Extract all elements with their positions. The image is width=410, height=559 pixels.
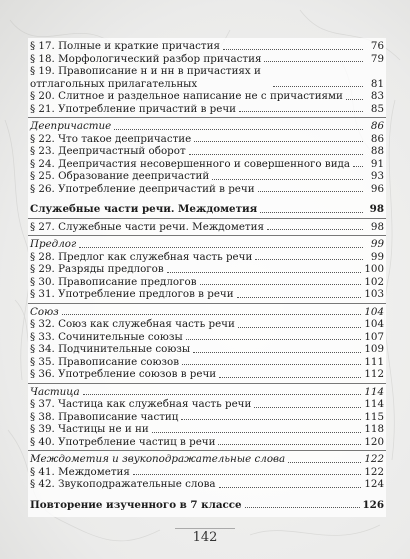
toc-entry-row[interactable] — [28, 145, 386, 158]
toc-entry-row[interactable] — [28, 183, 386, 196]
toc-title: § 32. Союз как служебная часть речи — [30, 318, 235, 330]
toc-section-row[interactable] — [28, 386, 386, 399]
toc-title: § 38. Правописание частиц — [30, 410, 179, 423]
toc-title: § 27. Служебные части речи. Междометия — [30, 220, 264, 233]
toc-entry-row[interactable] — [28, 356, 386, 369]
toc-page-number: 122 — [364, 465, 384, 478]
section-divider — [28, 117, 386, 118]
toc-leader-dots — [189, 153, 363, 155]
toc-leader-dots — [353, 165, 363, 167]
toc-entry-row[interactable] — [28, 53, 386, 66]
toc-leader-dots — [238, 326, 362, 328]
toc-entry-row[interactable] — [28, 103, 386, 116]
toc-leader-dots — [260, 211, 363, 213]
toc-leader-dots — [239, 110, 363, 112]
toc-page-number: 91 — [370, 157, 384, 170]
toc-title: Союз — [30, 305, 59, 318]
toc-title: § 40. Употребление частиц в речи — [30, 435, 216, 448]
toc-entry-row[interactable] — [28, 436, 386, 449]
toc-title: § 36. Употребление союзов в речи — [30, 368, 217, 380]
toc-page-number: 102 — [364, 275, 384, 288]
toc-page-number: 98 — [369, 203, 384, 215]
toc-entry-row[interactable] — [28, 411, 386, 424]
toc-page-number: 122 — [364, 453, 384, 465]
toc-entry-row[interactable] — [28, 466, 386, 479]
toc-leader-dots — [114, 128, 363, 130]
toc-entry-row[interactable] — [28, 251, 386, 264]
toc-leader-dots — [83, 393, 362, 395]
toc-title: § 24. Деепричастия несовершенного и совершенного вида — [30, 157, 351, 170]
toc-page-number: 109 — [364, 343, 384, 355]
toc-leader-dots — [182, 363, 361, 365]
toc-entry-row[interactable] — [28, 90, 386, 103]
toc-title: § 39. Частицы не и ни — [30, 423, 149, 435]
section-divider — [28, 235, 386, 236]
table-of-contents — [28, 38, 386, 517]
toc-leader-dots — [258, 190, 363, 192]
toc-entry-row[interactable] — [28, 276, 386, 289]
chapter-gap — [28, 491, 386, 499]
toc-page-number: 124 — [364, 478, 384, 490]
chapter-gap — [28, 195, 386, 203]
toc-entry-row[interactable] — [28, 368, 386, 381]
section-divider — [28, 303, 386, 304]
toc-leader-dots — [133, 473, 361, 475]
toc-entry-row[interactable] — [28, 478, 386, 491]
page-number-divider — [175, 528, 235, 529]
toc-title: § 17. Полные и краткие причастия — [30, 40, 220, 52]
toc-leader-dots — [193, 351, 361, 353]
toc-page-number: 111 — [364, 355, 384, 368]
toc-entry-row[interactable] — [28, 288, 386, 301]
toc-entry-row[interactable] — [28, 221, 386, 234]
toc-title: § 21. Употребление причастий в речи — [30, 102, 237, 115]
toc-title: Деепричастие — [30, 120, 112, 132]
toc-page-number: 104 — [364, 318, 384, 330]
toc-title: § 18. Морфологический разбор причастия — [30, 52, 262, 65]
toc-entry-row[interactable] — [28, 423, 386, 436]
toc-page-number: 86 — [370, 132, 384, 145]
toc-entry-row[interactable] — [28, 40, 386, 53]
toc-leader-dots — [223, 48, 363, 50]
toc-page-number: 104 — [364, 305, 384, 318]
toc-title: § 41. Междометия — [30, 465, 130, 478]
toc-page-number: 115 — [364, 410, 384, 423]
toc-leader-dots — [79, 246, 363, 248]
toc-title: § 31. Употребление предлогов в речи — [30, 288, 234, 300]
toc-title: Повторение изученного в 7 классе — [30, 498, 242, 511]
toc-page-number: 118 — [364, 423, 384, 435]
toc-page-number: 114 — [364, 385, 384, 398]
toc-page-number: 76 — [370, 40, 384, 52]
toc-entry-row[interactable] — [28, 170, 386, 183]
toc-leader-dots — [218, 443, 361, 445]
toc-leader-dots — [200, 283, 362, 285]
toc-page-number: 98 — [370, 220, 384, 233]
toc-title: § 26. Употребление деепричастий в речи — [30, 182, 255, 195]
toc-title: § 37. Частица как служебная часть речи — [30, 398, 252, 410]
toc-entry-row[interactable] — [28, 65, 386, 90]
toc-title: § 22. Что такое деепричастие — [30, 132, 192, 145]
toc-leader-dots — [288, 461, 361, 463]
toc-leader-dots — [219, 376, 361, 378]
toc-entry-row[interactable] — [28, 318, 386, 331]
toc-entry-row[interactable] — [28, 343, 386, 356]
toc-page-number: 114 — [364, 398, 384, 410]
toc-page-number: 99 — [370, 250, 384, 263]
toc-page-number: 120 — [364, 435, 384, 448]
toc-section-row[interactable] — [28, 306, 386, 319]
toc-leader-dots — [254, 406, 361, 408]
toc-leader-dots — [219, 486, 362, 488]
toc-page-number: 99 — [370, 238, 384, 250]
toc-entry-row[interactable] — [28, 133, 386, 146]
page-number: 142 — [192, 530, 218, 545]
toc-title: § 30. Правописание предлогов — [30, 275, 197, 288]
toc-title: § 33. Сочинительные союзы — [30, 330, 183, 343]
toc-page-number: 83 — [370, 90, 384, 102]
toc-page-number: 88 — [370, 145, 384, 157]
toc-entry-row[interactable] — [28, 158, 386, 171]
toc-leader-dots — [152, 431, 362, 433]
toc-section-row[interactable] — [28, 453, 386, 466]
toc-section-row[interactable] — [28, 120, 386, 133]
toc-page-number: 96 — [370, 182, 384, 195]
section-divider — [28, 383, 386, 384]
toc-page-number: 79 — [370, 52, 384, 65]
section-divider — [28, 450, 386, 451]
toc-leader-dots — [167, 271, 362, 273]
toc-entry-row[interactable] — [28, 398, 386, 411]
toc-page-number: 126 — [362, 498, 384, 511]
toc-title: § 19. Правописание н и нн в причастиях и отглагольных прилагательных — [30, 65, 261, 90]
toc-title: § 20. Слитное и раздельное написание не с причастиями — [30, 90, 343, 102]
toc-title: Частица — [30, 385, 80, 398]
toc-leader-dots — [62, 313, 362, 315]
toc-leader-dots — [181, 418, 361, 420]
toc-leader-dots — [255, 258, 363, 260]
toc-leader-dots — [273, 85, 363, 87]
toc-title: § 42. Звукоподражательные слова — [30, 478, 216, 490]
toc-leader-dots — [186, 338, 362, 340]
toc-leader-dots — [267, 228, 363, 230]
toc-title: Служебные части речи. Междометия — [30, 203, 258, 215]
toc-title: § 29. Разряды предлогов — [30, 263, 164, 275]
toc-title: § 25. Образование деепричастий — [30, 170, 210, 182]
toc-page-number: 112 — [364, 368, 384, 380]
toc-leader-dots — [245, 506, 360, 508]
toc-page-number: 103 — [364, 288, 384, 300]
toc-title: § 34. Подчинительные союзы — [30, 343, 191, 355]
toc-leader-dots — [346, 98, 363, 100]
toc-title: § 28. Предлог как служебная часть речи — [30, 250, 253, 263]
toc-leader-dots — [194, 140, 363, 142]
toc-leader-dots — [237, 296, 362, 298]
toc-chapter-row[interactable] — [28, 499, 386, 512]
toc-entry-row[interactable] — [28, 263, 386, 276]
toc-page-number: 81 — [370, 77, 384, 90]
toc-entry-row[interactable] — [28, 331, 386, 344]
toc-page-number: 86 — [370, 120, 384, 132]
toc-page-number: 93 — [370, 170, 384, 182]
section-divider — [28, 218, 386, 219]
toc-section-row[interactable] — [28, 238, 386, 251]
toc-leader-dots — [212, 178, 363, 180]
toc-page-number: 85 — [370, 102, 384, 115]
toc-title: Предлог — [30, 238, 77, 250]
toc-title: § 35. Правописание союзов — [30, 355, 180, 368]
toc-title: Междометия и звукоподражательные слова — [30, 453, 286, 465]
toc-page-number: 100 — [364, 263, 384, 275]
toc-chapter-row[interactable] — [28, 203, 386, 216]
toc-page-number: 107 — [364, 330, 384, 343]
toc-title: § 23. Деепричастный оборот — [30, 145, 186, 157]
toc-leader-dots — [264, 60, 363, 62]
